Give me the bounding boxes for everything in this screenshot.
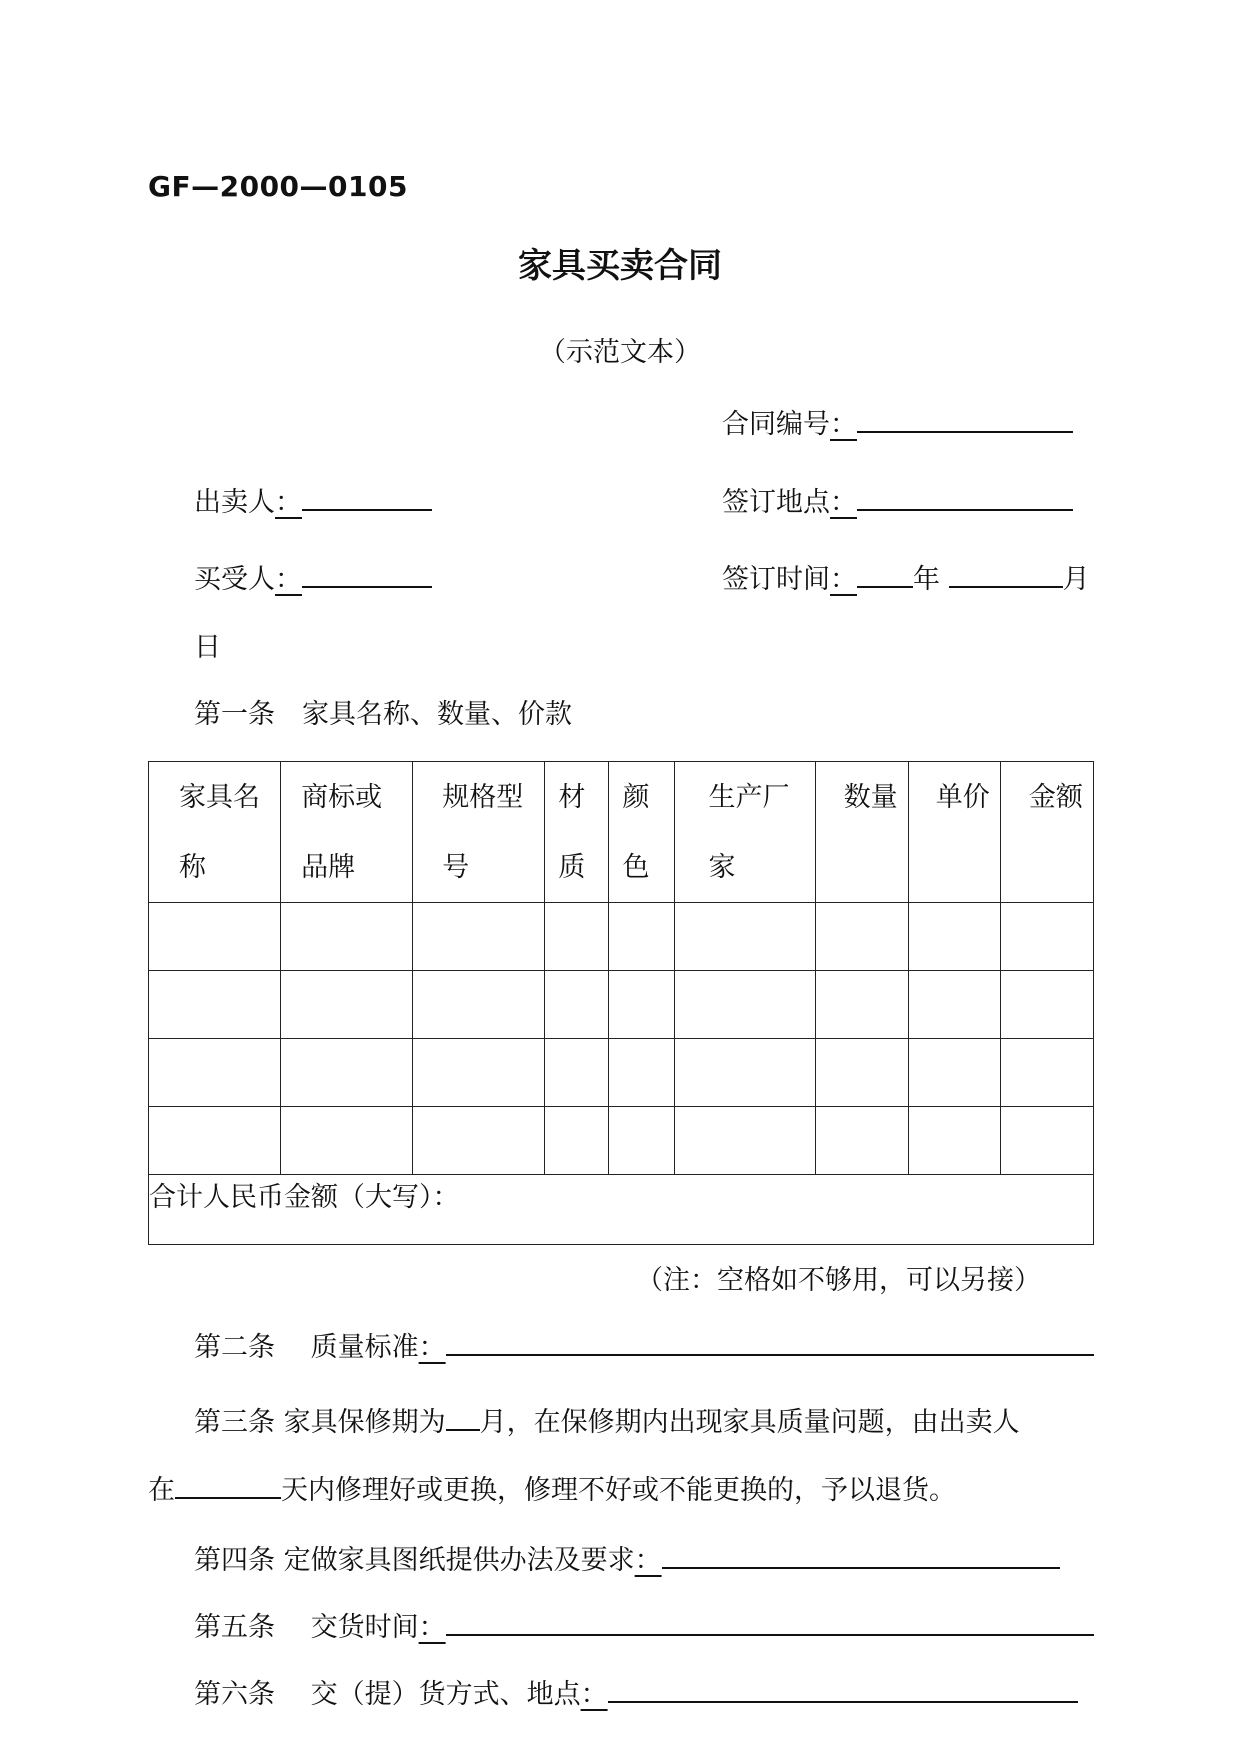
article-1-heading: 第一条 家具名称、数量、价款 [194,699,572,730]
seller-label: 出卖人 [194,487,275,518]
table-cell[interactable] [674,903,815,971]
table-cell[interactable] [609,903,674,971]
table-cell[interactable] [545,1039,609,1107]
header-cell-material: 材 质 [545,762,609,903]
header-cell-brand: 商标或 品牌 [281,762,413,903]
article-3-text-b: 月，在保修期内出现家具质量问题，由出卖人 [479,1407,1020,1438]
repair-days-field[interactable] [175,1470,281,1499]
table-cell[interactable] [413,903,545,971]
table-row [149,903,1094,971]
table-cell[interactable] [413,1039,545,1107]
table-cell[interactable] [149,971,281,1039]
table-cell[interactable] [149,1039,281,1107]
document-code: GF—2000—0105 [148,170,408,203]
table-note: （注：空格如不够用，可以另接） [636,1265,1041,1296]
header-cell-manufacturer: 生产厂 家 [674,762,815,903]
colon: ： [580,1679,608,1710]
table-cell[interactable] [1000,1039,1093,1107]
colon: ： [418,1332,446,1363]
colon: ： [275,564,302,595]
header-cell-color: 颜 色 [609,762,674,903]
furniture-table [148,761,1094,1245]
table-row [149,1039,1094,1107]
table-cell[interactable] [545,903,609,971]
article-6-line [194,1672,1078,1711]
table-cell[interactable] [1000,971,1093,1039]
month-label: 月 [1062,564,1090,595]
table-cell[interactable] [149,1107,281,1175]
colon: ： [275,487,302,518]
header-cell-amount: 金额 [1000,762,1093,903]
table-cell[interactable] [674,1107,815,1175]
delivery-time-field[interactable] [446,1607,1094,1636]
table-row [149,1107,1094,1175]
article-4-line [194,1538,1060,1577]
contract-number-label: 合同编号 [722,409,830,440]
colon: ： [830,564,857,595]
sign-place-field[interactable] [857,482,1073,511]
table-cell[interactable] [674,1039,815,1107]
page-title: 家具买卖合同 [518,246,722,286]
seller-field[interactable] [302,482,432,511]
table-cell[interactable] [281,971,413,1039]
table-cell[interactable] [281,1107,413,1175]
table-cell[interactable] [609,1039,674,1107]
table-cell[interactable] [815,903,908,971]
table-cell[interactable] [413,971,545,1039]
buyer-line [194,557,432,596]
colon: ： [418,1612,446,1643]
table-total-row [149,1175,1094,1245]
table-cell[interactable] [815,1039,908,1107]
article-6-label: 第六条 交（提）货方式、地点 [194,1679,581,1710]
warranty-months-field[interactable] [446,1402,480,1431]
quality-standard-field[interactable] [446,1327,1094,1356]
table-cell[interactable] [281,1039,413,1107]
table-cell[interactable] [908,903,1000,971]
sign-time-label: 签订时间 [722,564,830,595]
article-5-label: 第五条 交货时间 [194,1612,419,1643]
header-cell-quantity: 数量 [815,762,908,903]
buyer-field[interactable] [302,559,432,588]
year-label: 年 [913,564,940,595]
table-cell[interactable] [281,903,413,971]
table-cell[interactable] [815,971,908,1039]
table-cell[interactable] [609,971,674,1039]
sign-time-line [722,557,1090,596]
month-field[interactable] [949,559,1063,588]
table-cell[interactable] [908,1107,1000,1175]
table-cell[interactable] [815,1107,908,1175]
table-cell[interactable] [908,971,1000,1039]
article-2-label: 第二条 质量标准 [194,1332,419,1363]
table-row [149,971,1094,1039]
article-5-line [194,1605,1094,1644]
header-cell-unit-price: 单价 [908,762,1000,903]
buyer-label: 买受人 [194,564,275,595]
article-4-label: 第四条 定做家具图纸提供办法及要求 [194,1545,635,1576]
table-cell[interactable] [149,903,281,971]
day-label: 日 [194,632,221,663]
table-cell[interactable] [1000,1107,1093,1175]
header-cell-spec: 规格型 号 [413,762,545,903]
header-cell-name: 家具名 称 [149,762,281,903]
colon: ： [634,1545,662,1576]
article-3-text-a: 第三条 家具保修期为 [194,1407,446,1438]
table-header-row [149,762,1094,903]
table-cell[interactable] [908,1039,1000,1107]
total-amount-label: 合计人民币金额（大写）： [149,1182,460,1213]
table-cell[interactable] [674,971,815,1039]
table-cell[interactable] [609,1107,674,1175]
delivery-method-field[interactable] [608,1674,1078,1703]
article-3-text-c: 在 [148,1475,175,1506]
article-3-line-1 [194,1400,1020,1439]
page-subtitle: （示范文本） [539,337,701,368]
year-field[interactable] [857,559,913,588]
table-cell[interactable] [413,1107,545,1175]
table-cell[interactable] [545,971,609,1039]
seller-line [194,480,432,519]
contract-number-line [722,402,1073,441]
colon: ： [830,409,857,440]
drawing-requirements-field[interactable] [662,1540,1060,1569]
article-3-text-d: 天内修理好或更换，修理不好或不能更换的，予以退货。 [281,1475,956,1506]
contract-number-field[interactable] [857,404,1073,433]
table-cell[interactable] [545,1107,609,1175]
article-3-line-2 [148,1468,956,1507]
sign-place-label: 签订地点 [722,487,830,518]
article-2-line [194,1325,1094,1364]
colon: ： [830,487,857,518]
table-cell[interactable] [1000,903,1093,971]
sign-place-line [722,480,1073,519]
total-amount-cell[interactable] [149,1175,1094,1245]
